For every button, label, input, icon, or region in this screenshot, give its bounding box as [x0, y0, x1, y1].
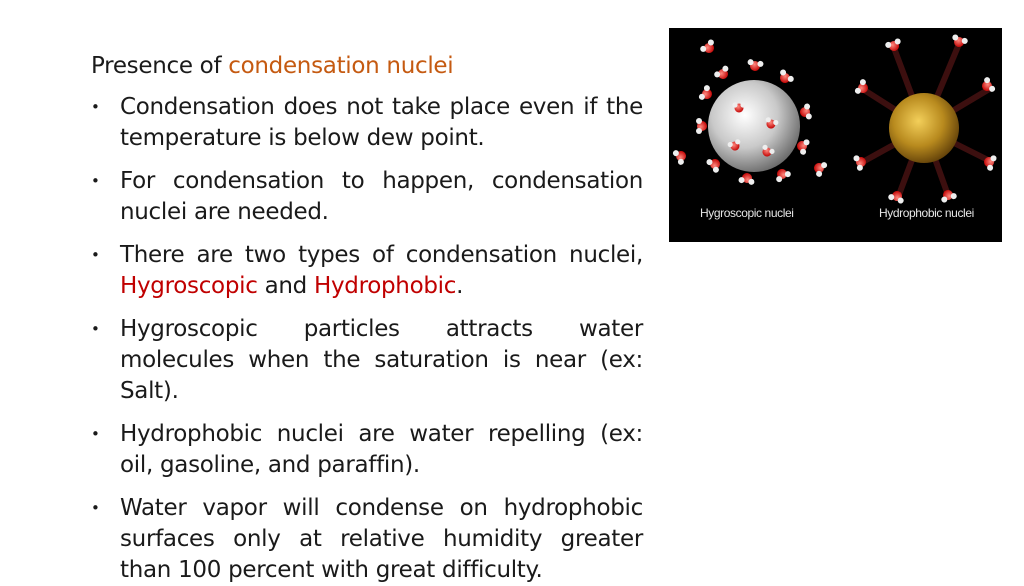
bullet-dot-icon: •: [91, 425, 100, 443]
bullet-item: [91, 314, 643, 407]
bullet-dot-icon: •: [91, 499, 100, 517]
bullet-item: [91, 493, 643, 586]
hydrophobic-nucleus-group: [853, 34, 998, 205]
bullet-item: [91, 419, 643, 481]
heading-prefix: Presence of: [91, 53, 229, 79]
heading-highlight: condensation nuclei: [228, 53, 454, 79]
slide-heading: [91, 50, 453, 82]
bullet-text: Hygroscopic particles attracts water molecules when the saturation is near (ex: Salt).: [120, 316, 643, 404]
hygroscopic-nucleus-sphere: [708, 80, 800, 172]
bullet-text: Hydrophobic: [313, 273, 457, 299]
bullet-dot-icon: •: [91, 98, 100, 116]
bullet-text: For condensation to happen, condensation nuclei are needed.: [120, 168, 643, 225]
bullet-text: Hygroscopic: [120, 273, 258, 299]
bullet-text: Condensation does not take place even if the temperature is below dew point.: [120, 94, 643, 151]
bullet-item: [91, 92, 643, 154]
bullet-text: .: [456, 273, 464, 299]
hygroscopic-nucleus-group: [672, 38, 828, 185]
nuclei-illustration: [669, 28, 1002, 242]
bullet-dot-icon: •: [91, 246, 100, 264]
bullet-item: [91, 166, 643, 228]
bullet-dot-icon: •: [91, 320, 100, 338]
bullet-list: [91, 92, 643, 586]
caption-hygroscopic: Hygroscopic nuclei: [700, 206, 794, 220]
bullet-text: There are two types of condensation nuclei,: [120, 242, 643, 268]
hydrophobic-nucleus-sphere: [889, 93, 959, 163]
bullet-item: [91, 240, 643, 302]
bullet-text: Hydrophobic nuclei are water repelling (ex: oil, gasoline, and paraffin).: [120, 421, 643, 478]
bullet-text: Water vapor will condense on hydrophobic surfaces only at relative humidity greater than 100 percent with great difficulty.: [120, 495, 643, 583]
bullet-dot-icon: •: [91, 172, 100, 190]
caption-hydrophobic: Hydrophobic nuclei: [879, 206, 974, 220]
bullet-text: and: [257, 273, 314, 299]
